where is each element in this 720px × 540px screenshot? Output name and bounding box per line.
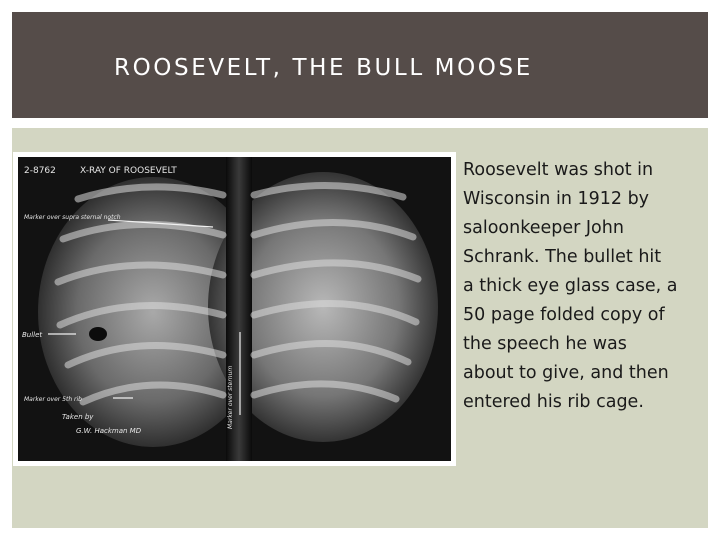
photographer-label: G.W. Hackman MD — [76, 427, 142, 435]
body-line: Roosevelt was shot in — [463, 160, 654, 180]
xray-image — [18, 157, 451, 461]
body-line: about to give, and then — [463, 363, 669, 383]
slide-title: ROOSEVELT, THE BULL MOOSE — [114, 55, 533, 81]
body-line: Wisconsin in 1912 by — [463, 189, 650, 209]
marker-rib-label: Marker over 5th rib — [24, 396, 82, 403]
bullet-label: Bullet — [22, 331, 43, 339]
marker-sternum-label: Marker over sternum — [227, 365, 234, 429]
marker-sternal-label: Marker over supra sternal notch — [24, 214, 121, 221]
body-line: the speech he was — [463, 334, 627, 354]
xray-header-label: X-RAY OF ROOSEVELT — [80, 166, 177, 176]
body-line: a thick eye glass case, a — [463, 276, 678, 296]
xray-catalog-number: 2-8762 — [24, 166, 56, 176]
bullet-shadow — [89, 327, 107, 341]
body-line: Schrank. The bullet hit — [463, 247, 662, 267]
xray-photo-frame — [13, 152, 456, 466]
body-line: 50 page folded copy of — [463, 305, 665, 325]
body-line: saloonkeeper John — [463, 218, 624, 238]
body-line: entered his rib cage. — [463, 392, 644, 412]
taken-by-label: Taken by — [62, 413, 94, 421]
slide-body-text — [463, 156, 701, 417]
